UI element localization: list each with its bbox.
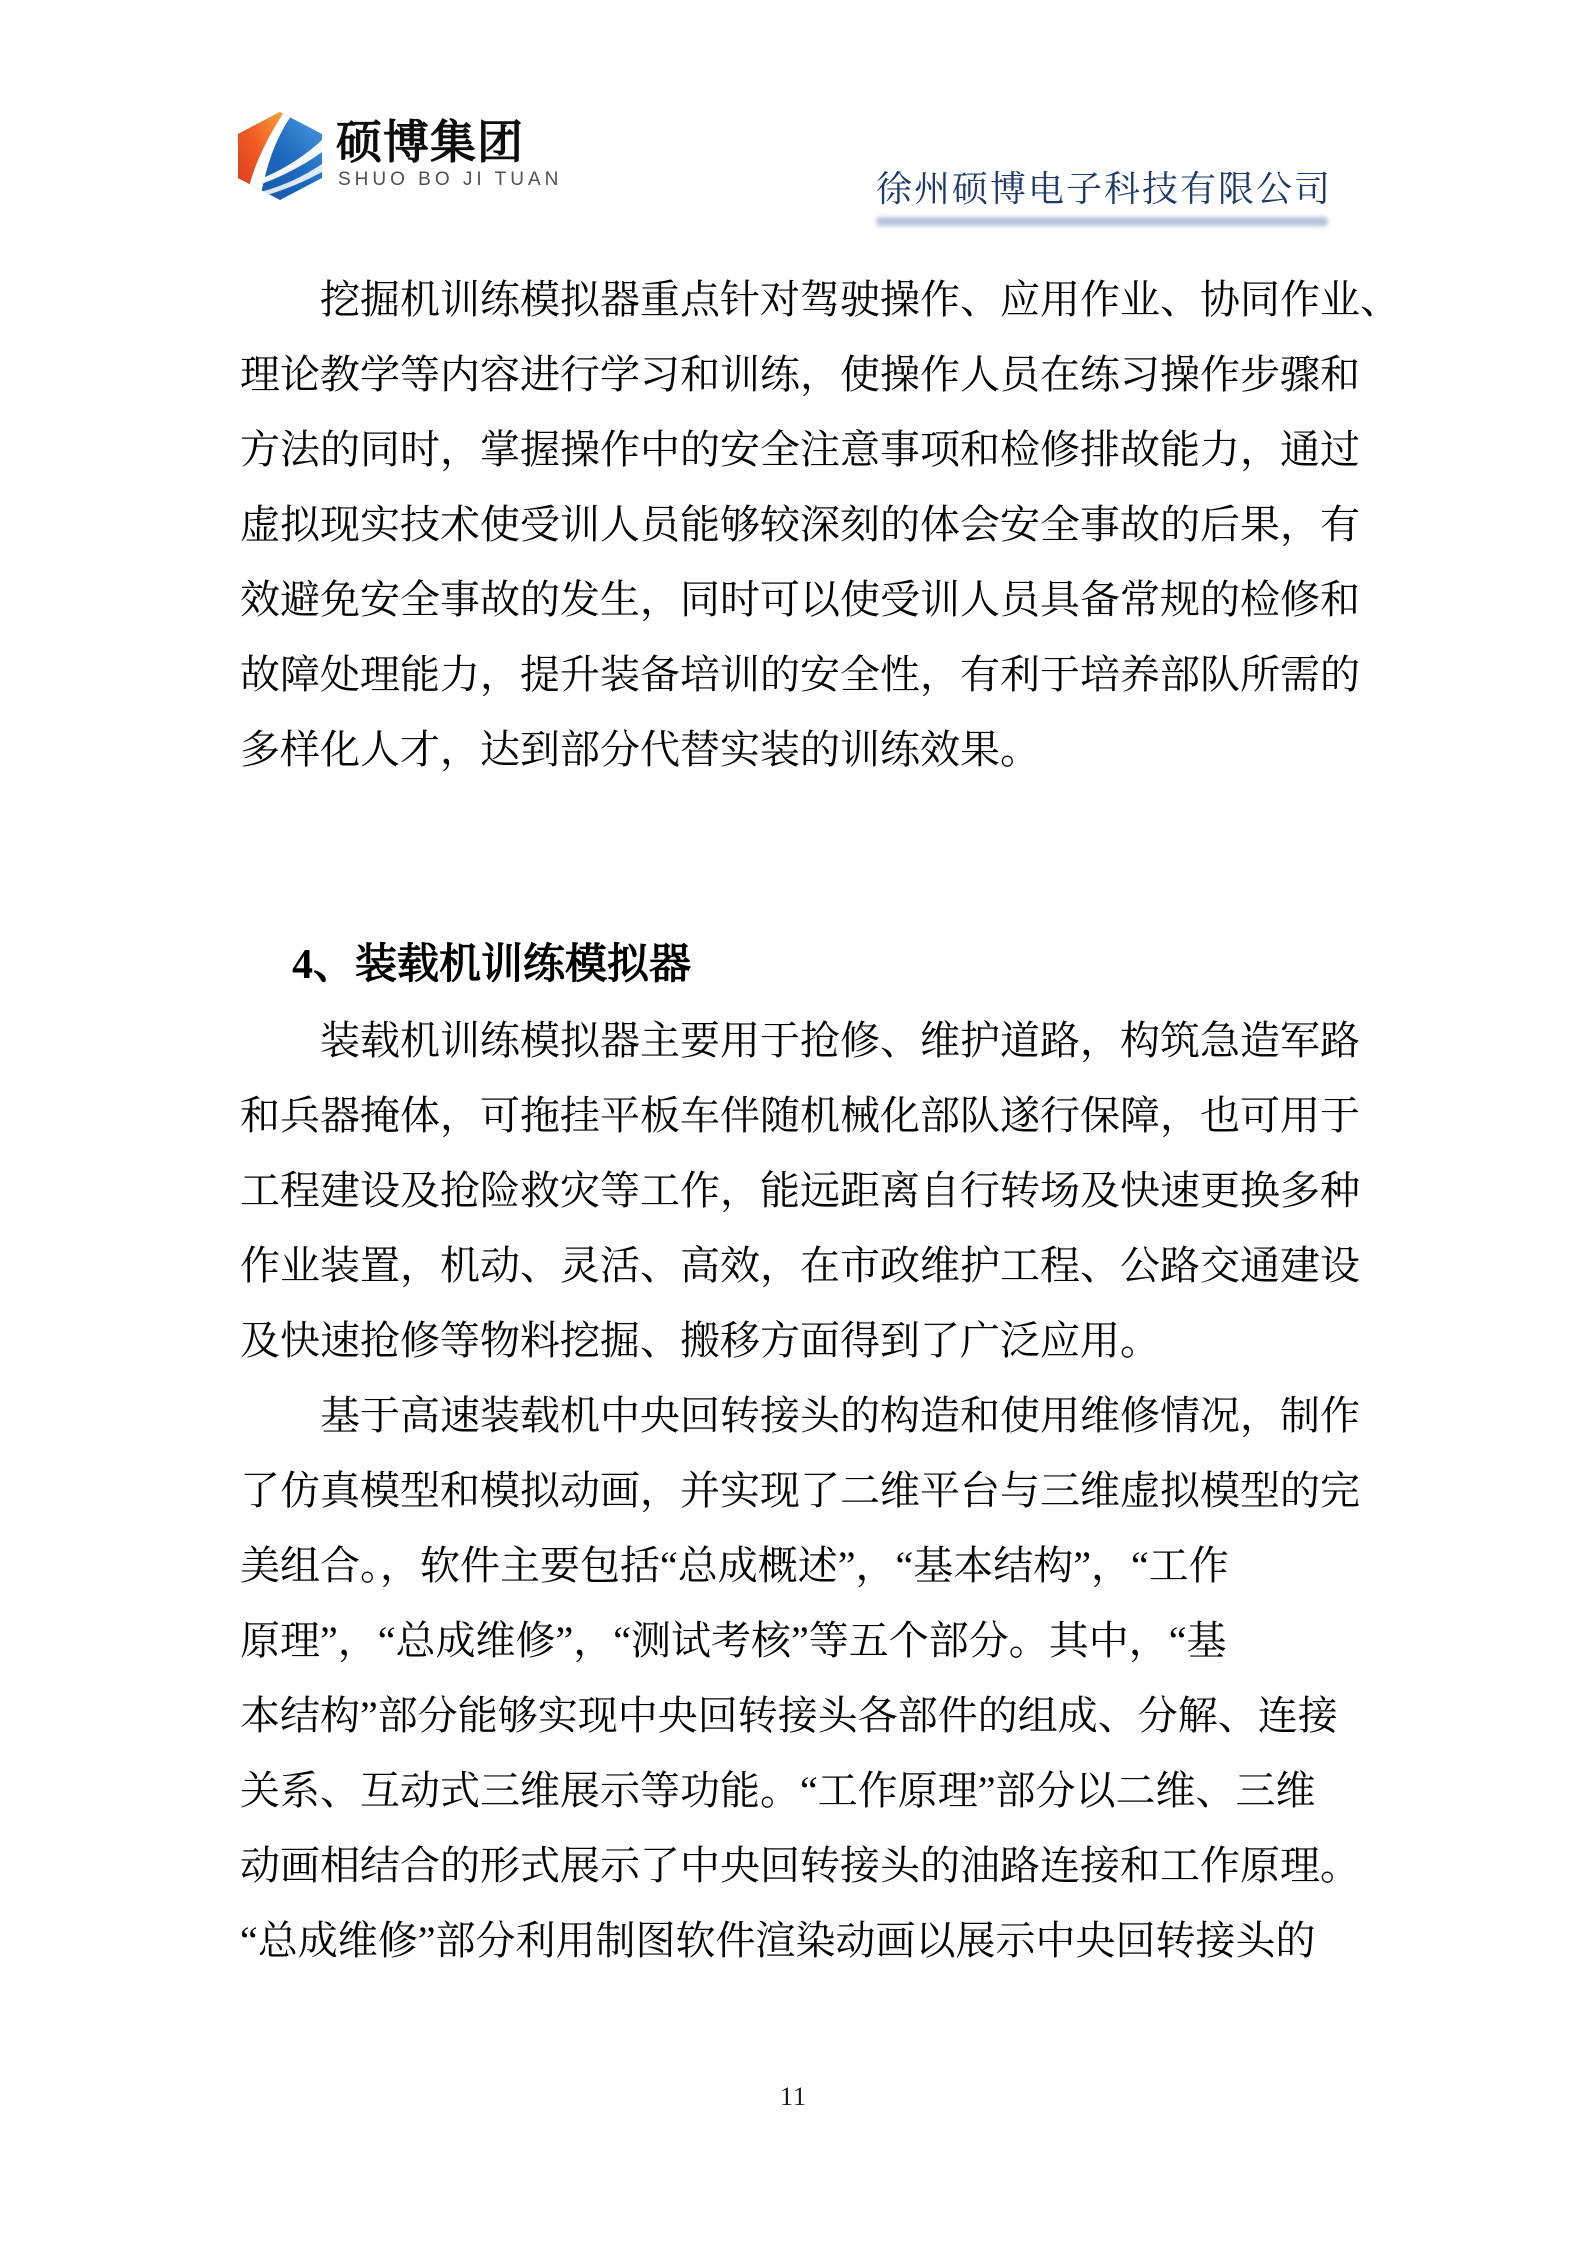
header-company-name: 徐州硕博电子科技有限公司 bbox=[876, 169, 1333, 209]
text-line: 了仿真模型和模拟动画，并实现了二维平台与三维虚拟模型的完 bbox=[240, 1468, 1360, 1513]
text-line: “总成维修”部分利用制图软件渲染动画以展示中央回转接头的 bbox=[240, 1918, 1316, 1963]
paragraph-excavator-simulator bbox=[240, 262, 1400, 787]
text-line: 效避免安全事故的发生，同时可以使受训人员具备常规的检修和 bbox=[240, 577, 1360, 622]
text-line: 故障处理能力，提升装备培训的安全性，有利于培养部队所需的 bbox=[240, 652, 1360, 697]
text-line: 工程建设及抢险救灾等工作，能远距离自行转场及快速更换多种 bbox=[240, 1168, 1360, 1213]
text-line: 作业装置，机动、灵活、高效，在市政维护工程、公路交通建设 bbox=[240, 1243, 1360, 1288]
text-line: 动画相结合的形式展示了中央回转接头的油路连接和工作原理。 bbox=[240, 1843, 1360, 1888]
paragraph-loader-simulator bbox=[240, 1003, 1360, 1378]
text-line: 虚拟现实技术使受训人员能够较深刻的体会安全事故的后果，有 bbox=[240, 502, 1360, 547]
text-line: 和兵器掩体，可拖挂平板车伴随机械化部队遂行保障，也可用于 bbox=[240, 1093, 1360, 1138]
document-body bbox=[240, 262, 1400, 1978]
text-line: 挖掘机训练模拟器重点针对驾驶操作、应用作业、协同作业、 bbox=[320, 277, 1400, 322]
page-number: 11 bbox=[779, 2082, 808, 2111]
text-line: 及快速抢修等物料挖掘、搬移方面得到了广泛应用。 bbox=[240, 1318, 1160, 1363]
text-line: 原理”，“总成维修”，“测试考核”等五个部分。其中，“基 bbox=[240, 1618, 1227, 1663]
text-line: 装载机训练模拟器主要用于抢修、维护道路，构筑急造军路 bbox=[320, 1018, 1360, 1063]
text-line: 基于高速装载机中央回转接头的构造和使用维修情况，制作 bbox=[320, 1393, 1360, 1438]
text-line: 多样化人才，达到部分代替实装的训练效果。 bbox=[240, 727, 1040, 772]
logo-company-short-name: 硕博集团 bbox=[336, 116, 524, 168]
text-line: 方法的同时，掌握操作中的安全注意事项和检修排故能力，通过 bbox=[240, 427, 1360, 472]
logo-pinyin-subtitle: SHUO BO JI TUAN bbox=[338, 169, 563, 190]
section-heading-loader-simulator: 4、装载机训练模拟器 bbox=[292, 942, 692, 988]
text-line: 美组合。，软件主要包括“总成概述”，“基本结构”，“工作 bbox=[240, 1543, 1229, 1588]
text-line: 理论教学等内容进行学习和训练，使操作人员在练习操作步骤和 bbox=[240, 352, 1360, 397]
text-line: 关系、互动式三维展示等功能。“工作原理”部分以二维、三维 bbox=[240, 1768, 1316, 1813]
text-line: 本结构”部分能够实现中央回转接头各部件的组成、分解、连接 bbox=[240, 1693, 1338, 1738]
company-logo-icon bbox=[238, 112, 322, 200]
company-name-underline bbox=[876, 217, 1328, 226]
paragraph-rotary-joint-software bbox=[240, 1378, 1360, 1978]
